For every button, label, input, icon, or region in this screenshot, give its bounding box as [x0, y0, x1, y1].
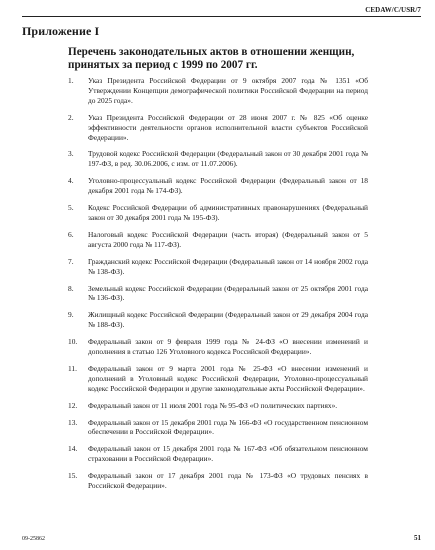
item-text: Гражданский кодекс Российской Федерации (Федеральный закон от 14 ноября 2002 года № 138-ФЗ). — [88, 256, 368, 276]
annex-title: Приложение I — [22, 24, 100, 38]
item-number: 5. — [68, 203, 74, 213]
list-item — [68, 203, 368, 223]
list-heading: Перечень законодательных актов в отношении женщин, принятых за период с 1999 по 2007 гг. — [68, 46, 355, 71]
item-number: 3. — [68, 149, 74, 159]
list-item — [68, 364, 368, 394]
item-text: Трудовой кодекс Российской Федерации (Федеральный закон от 30 декабря 2001 года № 197-ФЗ, в ред. 30.06.2006, с изм. от 11.07.2006). — [88, 149, 368, 169]
item-number: 15. — [68, 471, 78, 481]
item-text: Федеральный закон от 17 декабря 2001 года № 173-ФЗ «О трудовых пенсиях в Российской Федерации». — [88, 471, 368, 491]
item-number: 14. — [68, 444, 78, 454]
list-item — [68, 444, 368, 464]
list-item — [68, 113, 368, 143]
list-item — [68, 337, 368, 357]
item-number: 2. — [68, 112, 74, 122]
item-text: Федеральный закон от 15 декабря 2001 года № 166-ФЗ «О государственном пенсионном обеспечении в Российской Федерации». — [88, 417, 368, 437]
item-number: 8. — [68, 283, 74, 293]
list-item — [68, 176, 368, 196]
item-number: 13. — [68, 417, 78, 427]
item-number: 12. — [68, 400, 78, 410]
item-number: 6. — [68, 229, 74, 239]
item-text: Уголовно-процессуальный кодекс Российской Федерации (Федеральный закон от 18 декабря 2001 года № 174-ФЗ). — [88, 176, 368, 196]
item-number: 7. — [68, 256, 74, 266]
item-text: Земельный кодекс Российской Федерации (Федеральный закон от 25 октября 2001 года № 136-ФЗ). — [88, 283, 368, 303]
item-text: Кодекс Российской Федерации об административных правонарушениях (Федеральный закон от 30 декабря 2001 года № 195-ФЗ). — [88, 203, 368, 222]
list-item — [68, 310, 368, 330]
item-text: Указ Президента Российской Федерации от 9 октября 2007 года № 1351 «Об Утверждении Концепции демографической политики Российской Федерации на период до 2025 года». — [88, 76, 368, 105]
item-number: 1. — [68, 76, 74, 85]
list-item — [68, 230, 368, 250]
item-number: 10. — [68, 337, 78, 347]
list-item — [68, 418, 368, 438]
page-number: 51 — [414, 534, 421, 542]
list-item — [68, 76, 368, 106]
list-item — [68, 257, 368, 277]
job-number: 09-25862 — [22, 536, 45, 542]
item-text: Федеральный закон от 15 декабря 2001 года № 167-ФЗ «Об обязательном пенсионном страховании в Российской Федерации». — [88, 444, 368, 464]
list-item — [68, 401, 368, 411]
item-text: Налоговый кодекс Российской Федерации (часть вторая) (Федеральный закон от 5 августа 2000 года № 117-ФЗ). — [88, 229, 368, 249]
legislation-list — [68, 76, 368, 498]
item-text: Федеральный закон от 11 июля 2001 года № 95-ФЗ «О политических партиях». — [88, 400, 338, 410]
item-number: 11. — [68, 363, 77, 373]
item-text: Федеральный закон от 9 марта 2001 года № 25-ФЗ «О внесении изменений и дополнений в Уголовный кодекс Российской Федерации, Уголовно-процессуальный кодекс Российской Федерации и другие законодательные акты Российской Федерации». — [88, 363, 368, 393]
item-number: 4. — [68, 176, 74, 186]
item-text: Федеральный закон от 9 февраля 1999 года № 24-ФЗ «О внесении изменений и дополнения в статью 126 Уголовного кодекса Российской Федерации». — [88, 337, 368, 357]
list-item — [68, 149, 368, 169]
header-rule — [22, 16, 421, 17]
list-item — [68, 471, 368, 491]
item-text: Жилищный кодекс Российской Федерации (Федеральный закон от 29 декабря 2004 года № 188-ФЗ). — [88, 310, 368, 330]
document-symbol: CEDAW/C/USR/7 — [365, 6, 421, 14]
item-number: 9. — [68, 310, 74, 320]
list-item — [68, 284, 368, 304]
item-text: Указ Президента Российской Федерации от 28 июня 2007 г. № 825 «Об оценке эффективности деятельности органов исполнительной власти субъектов Российской Федерации». — [88, 112, 368, 142]
